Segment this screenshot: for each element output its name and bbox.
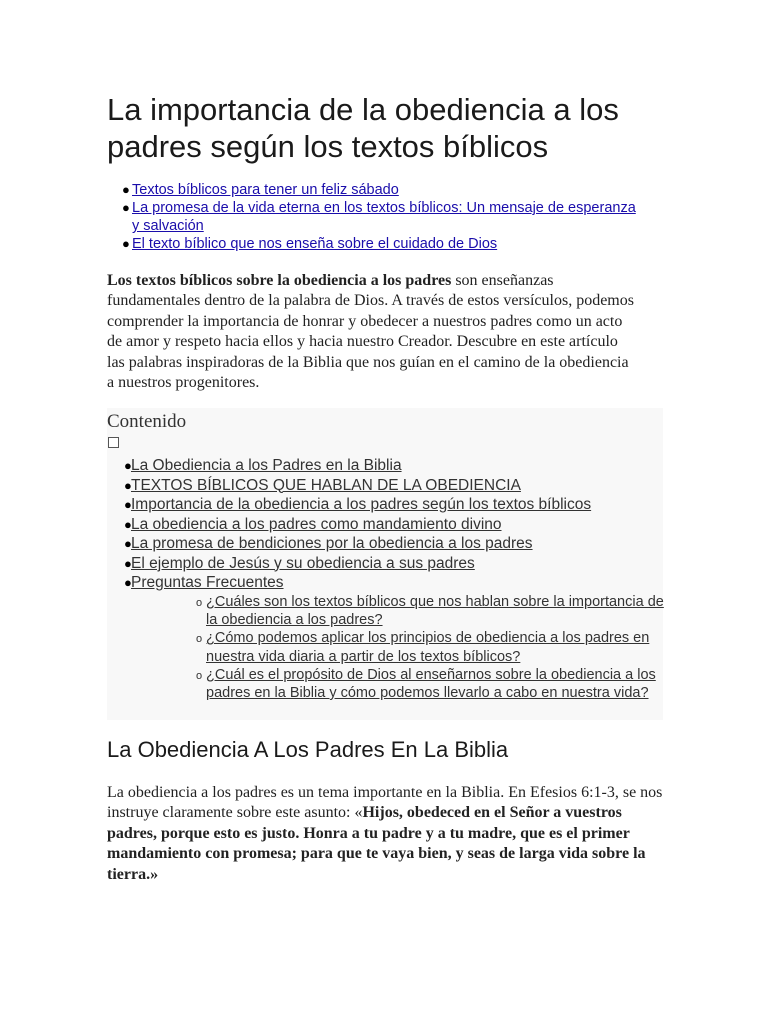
toc-toggle-checkbox[interactable] xyxy=(108,437,119,448)
toc-sublink[interactable]: ¿Cuáles son los textos bíblicos que nos hablan sobre la importancia de la obediencia a los padres? xyxy=(206,594,664,629)
toc-item xyxy=(124,554,659,574)
bullet-icon: ● xyxy=(124,477,132,493)
toc-item xyxy=(124,534,659,554)
section-text: La obediencia a los padres es un tema importante en la Biblia. En Efesios 6:1-3, se nos instruye claramente sobre este asunto: « xyxy=(107,784,663,822)
circle-bullet-icon: o xyxy=(196,597,203,609)
toc-link[interactable]: La obediencia a los padres como mandamiento divino xyxy=(131,515,502,533)
toc-link[interactable]: TEXTOS BÍBLICOS QUE HABLAN DE LA OBEDIENCIA xyxy=(131,476,521,494)
toc-item xyxy=(124,573,659,593)
bullet-icon: ● xyxy=(124,516,132,532)
toc-link[interactable]: Preguntas Frecuentes xyxy=(131,574,284,591)
toc-list xyxy=(124,456,659,593)
related-link-sabado[interactable]: Textos bíblicos para tener un feliz sábado xyxy=(132,182,399,198)
related-link-cuidado-dios[interactable]: El texto bíblico que nos enseña sobre el cuidado de Dios xyxy=(132,236,498,252)
toc-item xyxy=(124,495,659,515)
list-item xyxy=(122,181,637,199)
section-paragraph xyxy=(107,783,663,885)
circle-bullet-icon: o xyxy=(196,669,203,682)
list-item xyxy=(122,235,637,253)
toc-subitem xyxy=(197,666,667,702)
toc-link[interactable]: El ejemplo de Jesús y su obediencia a sus padres xyxy=(131,554,475,572)
toc-subitem xyxy=(197,629,667,665)
bullet-icon: ● xyxy=(124,555,132,571)
bullet-icon: ● xyxy=(124,536,132,551)
bullet-icon: ● xyxy=(122,200,130,215)
toc-item xyxy=(124,456,659,476)
intro-text: son enseñanzas fundamentales dentro de la palabra de Dios. A través de estos versículos, podemos comprender la importancia de honrar y obedecer a nuestros padres como un acto de amor y respeto hacia ellos y hacia nuestro Creador. Descubre en este artículo las palabras inspiradoras de la Biblia que nos guían en el camino de la obediencia a nuestros progenitores. xyxy=(107,272,634,392)
related-link-vida-eterna[interactable]: La promesa de la vida eterna en los textos bíblicos: Un mensaje de esperanza y salvación xyxy=(132,200,636,234)
toc-sublist xyxy=(197,593,667,702)
quote-close: » xyxy=(150,865,159,883)
circle-bullet-icon: o xyxy=(196,633,203,646)
related-links-list xyxy=(122,181,637,253)
bullet-icon: ● xyxy=(124,497,132,512)
bullet-icon: ● xyxy=(124,575,132,590)
toc-sublink[interactable]: ¿Cuál es el propósito de Dios al enseñarnos sobre la obediencia a los padres en la Biblia y cómo podemos llevarlo a cabo en nuestra vida? xyxy=(206,666,656,702)
toc-title: Contenido xyxy=(107,411,187,432)
toc-link[interactable]: La promesa de bendiciones por la obediencia a los padres xyxy=(131,535,533,552)
toc-sublink[interactable]: ¿Cómo podemos aplicar los principios de obediencia a los padres en nuestra vida diaria a partir de los textos bíblicos? xyxy=(206,630,650,665)
toc-subitem xyxy=(197,593,667,629)
bullet-icon: ● xyxy=(124,458,132,473)
intro-paragraph xyxy=(107,271,637,393)
list-item xyxy=(122,199,637,235)
toc-link[interactable]: Importancia de la obediencia a los padres según los textos bíblicos xyxy=(131,496,592,513)
bullet-icon: ● xyxy=(122,236,130,251)
bible-quote: Hijos, obedeced en el Señor a vuestros padres, porque esto es justo. Honra a tu padre y a tu madre, que es el primer mandamiento con promesa; para que te vaya bien, y seas de larga vida sobre la tierra. xyxy=(107,804,646,883)
page-title: La importancia de la obediencia a los padres según los textos bíblicos xyxy=(107,92,619,164)
toc-item xyxy=(124,515,659,535)
section-heading: La Obediencia A Los Padres En La Biblia xyxy=(107,737,509,762)
toc-link[interactable]: La Obediencia a los Padres en la Biblia xyxy=(131,457,402,474)
intro-bold: Los textos bíblicos sobre la obediencia a los padres xyxy=(107,272,452,289)
toc-item xyxy=(124,476,659,496)
bullet-icon: ● xyxy=(122,182,130,197)
